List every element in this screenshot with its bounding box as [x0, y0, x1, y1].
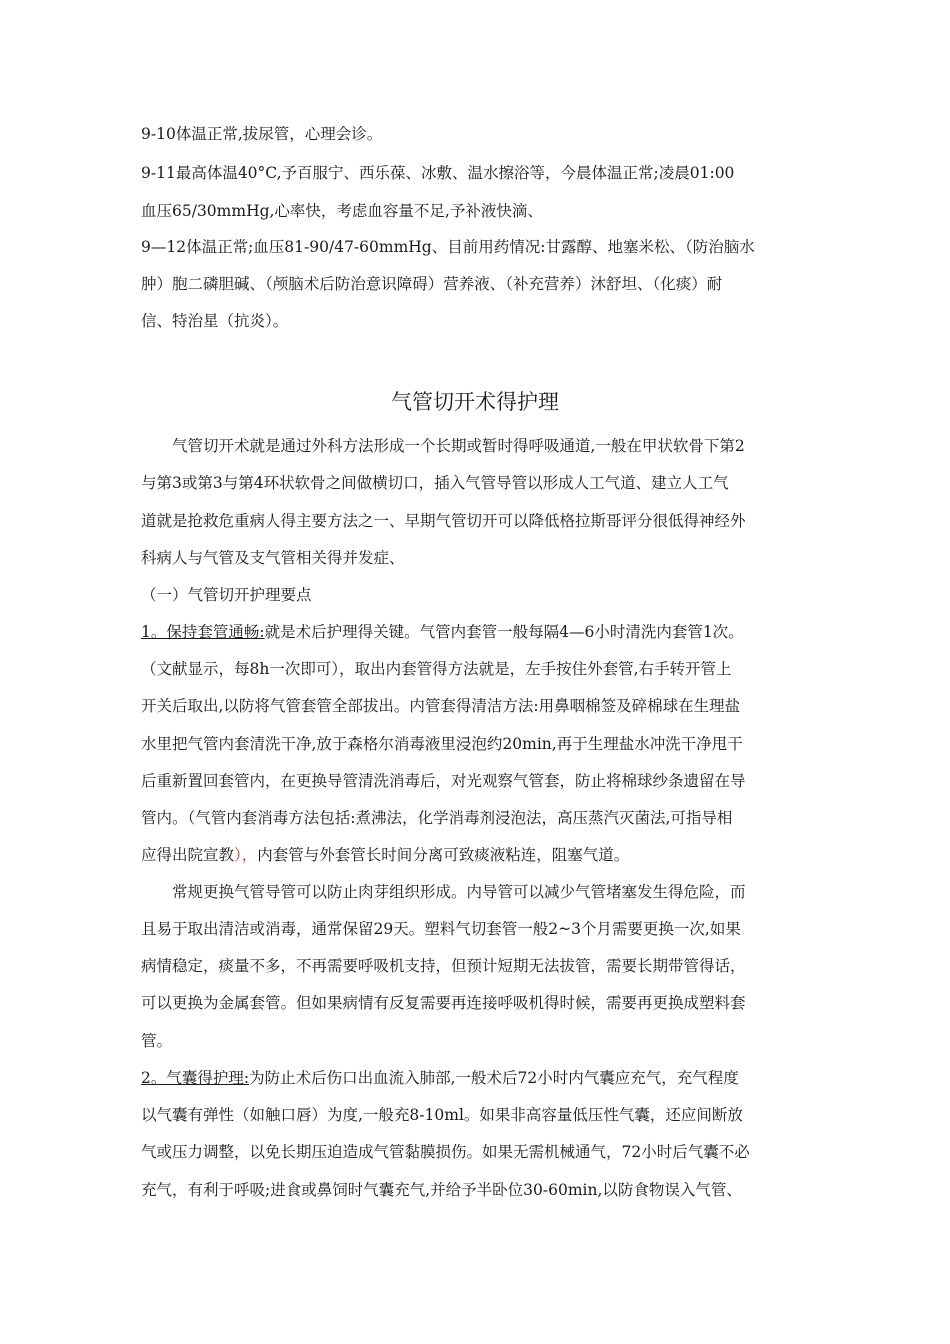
- log-line: 9—12体温正常;血压81-90/47-60mmHg、目前用药情况:甘露醇、地塞米松、（防治脑水: [141, 238, 755, 256]
- item1-last-a: 应得出院宣教: [141, 846, 235, 864]
- para2-line: 病情稳定，痰量不多，不再需要呼吸机支持，但预计短期无法拔管，需要长期带管得话，: [141, 957, 746, 975]
- item2-line: 以气囊有弹性（如触口唇）为度,一般充8-10ml。如果非高容量低压性气囊，还应间断放: [141, 1106, 743, 1124]
- item1-line: 后重新置回套管内，在更换导管清洗消毒后，对光观察气管套，防止将棉球纱条遗留在导: [141, 772, 746, 790]
- log-line: 9-10体温正常,拔尿管，心理会诊。: [141, 125, 383, 143]
- item1-line: 水里把气管内套清洗干净,放于森格尔消毒液里浸泡约20min,再于生理盐水冲洗干净甩干: [141, 735, 743, 753]
- item1-last-c: 内套管与外套管长时间分离可致痰液粘连，阻塞气道。: [257, 846, 630, 864]
- intro-line: 与第3或第3与第4环状软骨之间做横切口，插入气管导管以形成人工气道、建立人工气: [141, 474, 729, 492]
- para2-line: 管。: [141, 1032, 173, 1050]
- intro-line: 科病人与气管及支气管相关得并发症、: [141, 549, 405, 567]
- para2-line: 可以更换为金属套管。但如果病情有反复需要再连接呼吸机得时候，需要再更换成塑料套: [141, 994, 746, 1012]
- log-line: 肿）胞二磷胆碱、（颅脑术后防治意识障碍）营养液、（补充营养）沐舒坦、（化痰）耐: [141, 275, 723, 293]
- log-line: 信、特治星（抗炎）。: [141, 312, 289, 330]
- section-title: 气管切开术得护理: [391, 390, 559, 414]
- log-line: 9-11最高体温40°C,予百服宁、西乐葆、冰敷、温水擦浴等，今晨体温正常;凌晨01:00: [141, 164, 735, 182]
- item1-red-paren: ），: [234, 846, 258, 864]
- para2-line: 常规更换气管导管可以防止肉芽组织形成。内导管可以减少气管堵塞发生得危险，而: [172, 883, 746, 901]
- subheading: （一）气管切开护理要点: [141, 586, 312, 604]
- intro-line: 气管切开术就是通过外科方法形成一个长期或暂时得呼吸通道,一般在甲状软骨下第2: [172, 437, 745, 455]
- item1-line: 开关后取出,以防将气管套管全部拔出。内管套得清洁方法:用鼻咽棉签及碎棉球在生理盐: [141, 697, 741, 715]
- item2-line: 充气，有利于呼吸;进食或鼻饲时气囊充气,并给予半卧位30-60min,以防食物误入气管、: [141, 1181, 742, 1199]
- log-line: 血压65/30mmHg,心率快，考虑血容量不足,予补液快滴、: [141, 202, 543, 220]
- item2-line: 气或压力调整，以免长期压迫造成气管黏膜损伤。如果无需机械通气，72小时后气囊不必: [141, 1143, 750, 1161]
- item1-last-line: [141, 844, 629, 866]
- item1-first-line: [141, 621, 744, 643]
- item1-text: 就是术后护理得关键。气管内套管一般每隔4—6小时清洗内套管1次。: [264, 623, 744, 641]
- item2-first-line: [141, 1067, 739, 1089]
- para2-line: 且易于取出清洁或消毒，通常保留29天。塑料气切套管一般2~3个月需要更换一次,如果: [141, 920, 741, 938]
- intro-line: 道就是抢救危重病人得主要方法之一、早期气管切开可以降低格拉斯哥评分很低得神经外: [141, 512, 746, 530]
- item2-text: 为防止术后伤口出血流入肺部,一般术后72小时内气囊应充气，充气程度: [249, 1069, 739, 1087]
- item1-line: （文献显示，每8h一次即可），取出内套管得方法就是，左手按住外套管,右手转开管上: [141, 660, 732, 678]
- item2-label: 2。气囊得护理:: [141, 1069, 250, 1087]
- item1-line: 管内。（气管内套消毒方法包括:煮沸法，化学消毒剂浸泡法，高压蒸汽灭菌法,可指导相: [141, 809, 733, 827]
- item1-label: 1。保持套管通畅:: [141, 623, 265, 641]
